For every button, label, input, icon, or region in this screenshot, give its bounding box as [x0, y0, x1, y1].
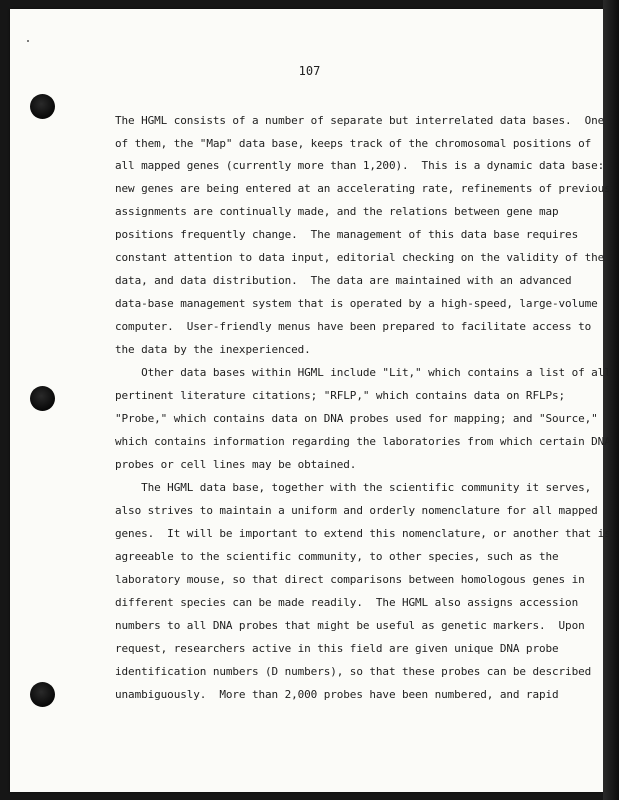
text-line: request, researchers active in this field are given unique DNA probe: [115, 642, 559, 655]
punch-hole-bottom: [30, 682, 55, 707]
text-line: computer. User-friendly menus have been prepared to facilitate access to: [115, 320, 592, 333]
text-line: data, and data distribution. The data are maintained with an advanced: [115, 274, 572, 287]
page-number: 107: [298, 64, 321, 78]
text-line: all mapped genes (currently more than 1,200). This is a dynamic data base:: [115, 159, 605, 172]
scanner-edge: [603, 0, 619, 800]
text-line: assignments are continually made, and the relations between gene map: [115, 205, 559, 218]
text-line: the data by the inexperienced.: [115, 343, 311, 356]
text-line: different species can be made readily. The HGML also assigns accession: [115, 596, 579, 609]
dust-speck: [27, 40, 29, 42]
text-line: genes. It will be important to extend this nomenclature, or another that is: [115, 527, 611, 540]
text-line: identification numbers (D numbers), so that these probes can be described: [115, 665, 592, 678]
text-line: numbers to all DNA probes that might be useful as genetic markers. Upon: [115, 619, 585, 632]
text-line: data-base management system that is operated by a high-speed, large-volume: [115, 297, 598, 310]
text-line: pertinent literature citations; "RFLP," which contains data on RFLPs;: [115, 389, 566, 402]
punch-hole-top: [30, 94, 55, 119]
text-line: Other data bases within HGML include "Lit," which contains a list of all: [115, 366, 611, 379]
text-line: probes or cell lines may be obtained.: [115, 458, 357, 471]
text-line: laboratory mouse, so that direct comparisons between homologous genes in: [115, 573, 585, 586]
text-line: which contains information regarding the laboratories from which certain DNA: [115, 435, 611, 448]
text-line: "Probe," which contains data on DNA probes used for mapping; and "Source,": [115, 412, 598, 425]
punch-hole-middle: [30, 386, 55, 411]
text-line: The HGML data base, together with the scientific community it serves,: [115, 481, 592, 494]
text-line: positions frequently change. The management of this data base requires: [115, 228, 579, 241]
text-line: new genes are being entered at an accelerating rate, refinements of previous: [115, 182, 611, 195]
text-line: The HGML consists of a number of separate but interrelated data bases. One: [115, 114, 605, 127]
text-line: also strives to maintain a uniform and orderly nomenclature for all mapped: [115, 504, 598, 517]
text-line: constant attention to data input, editorial checking on the validity of the: [115, 251, 605, 264]
text-line: of them, the "Map" data base, keeps track of the chromosomal positions of: [115, 137, 592, 150]
text-line: unambiguously. More than 2,000 probes have been numbered, and rapid: [115, 688, 559, 701]
text-line: agreeable to the scientific community, to other species, such as the: [115, 550, 559, 563]
